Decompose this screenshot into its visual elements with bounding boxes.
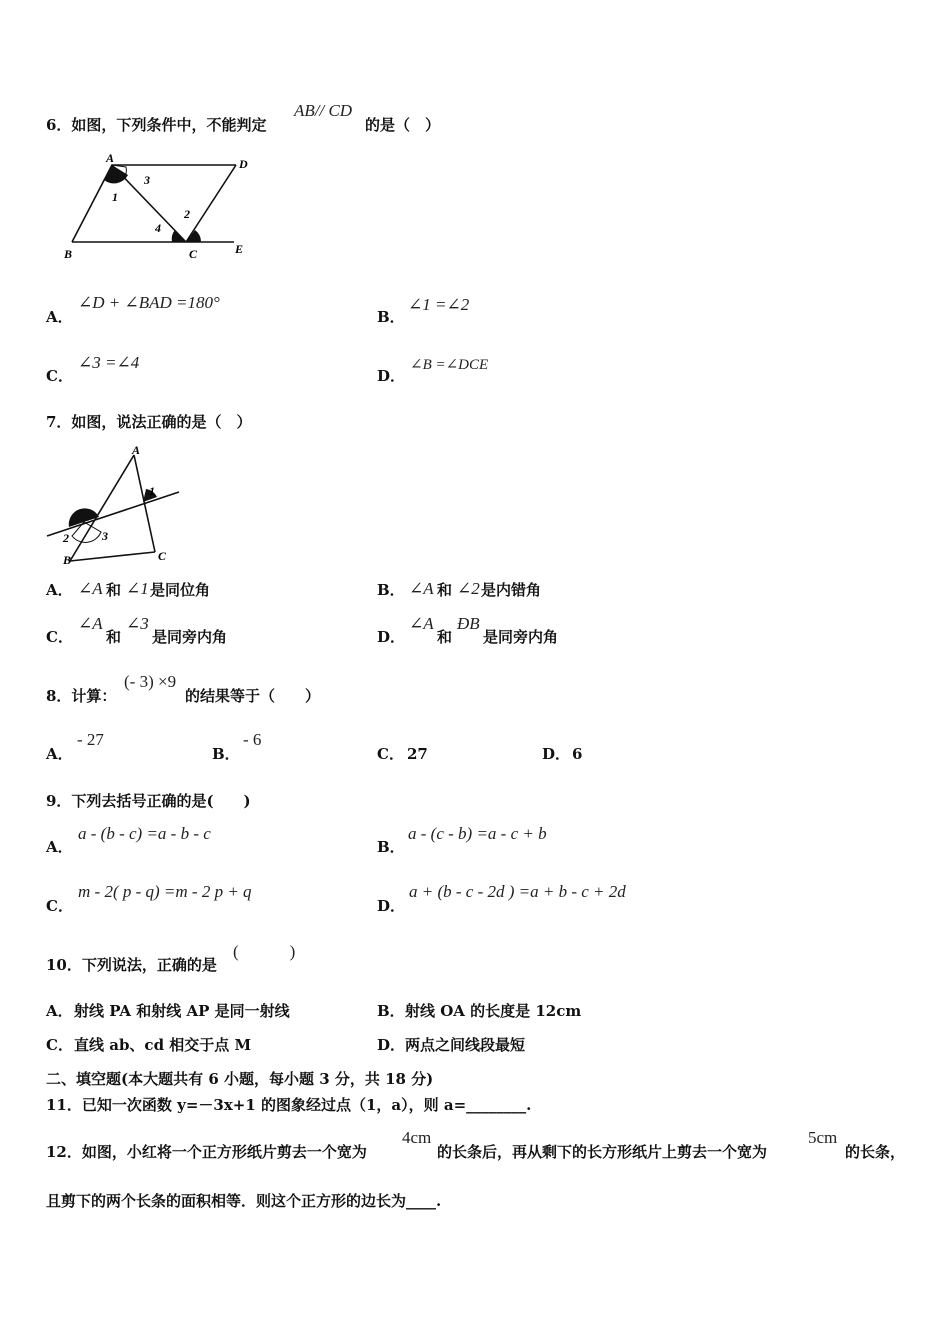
q9-stem: 9．下列去括号正确的是( ) — [46, 792, 251, 810]
q7-option-d-letter: D． — [377, 628, 406, 646]
q8-option-a-value: - 27 — [77, 730, 104, 749]
q7-option-d-math1: ∠A — [409, 614, 434, 633]
q6-label-1: 1 — [112, 190, 118, 204]
q6-option-a-letter: A． — [46, 308, 73, 326]
q6-option-b-letter: B． — [377, 308, 405, 326]
q10-paren: ( ) — [233, 942, 296, 961]
q7-triangle-figure — [44, 443, 184, 568]
q7-label-3: 3 — [102, 529, 108, 543]
q9-option-d-math: a + (b - c - 2d ) =a + b - c + 2d — [409, 882, 626, 901]
q6-option-a-math: ∠D + ∠BAD =180° — [78, 293, 220, 312]
q9-option-b-math: a - (c - b) =a - c + b — [408, 824, 547, 843]
q6-option-b-math: ∠1 =∠2 — [408, 295, 470, 314]
q12-text-part1: 12．如图，小红将一个正方形纸片剪去一个宽为 — [46, 1143, 367, 1161]
q6-option-d-math: ∠B =∠DCE — [410, 357, 489, 373]
q6-option-c-math: ∠3 =∠4 — [78, 353, 140, 372]
q11-text: 11．已知一次函数 y=－3x+1 的图象经过点（1，a），则 a=________. — [46, 1096, 532, 1114]
q7-option-c-letter: C． — [46, 628, 73, 646]
q8-option-d-value: 6 — [572, 745, 583, 763]
q8-option-c-value: 27 — [407, 745, 428, 763]
q7-label-a: A — [132, 443, 141, 457]
q9-option-d-letter: D． — [377, 897, 406, 915]
q6-label-e: E — [235, 242, 244, 256]
section-heading: 二、填空题(本大题共有 6 小题，每小题 3 分，共 18 分) — [46, 1070, 434, 1088]
q7-option-b-math2: ∠2 — [457, 579, 480, 598]
q7-option-d-math2: ÐB — [457, 614, 480, 633]
q10-option-d-letter: D． — [377, 1036, 406, 1054]
q7-label-1: 1 — [149, 484, 155, 498]
q8-stem-tail: 的结果等于（ ） — [185, 687, 321, 705]
q6-label-d: D — [239, 157, 248, 171]
q7-option-b-tail: 是内错角 — [481, 581, 542, 599]
q12-text-line2: 且剪下的两个长条的面积相等．则这个正方形的边长为____. — [46, 1192, 442, 1210]
q7-option-c-tail: 是同旁内角 — [152, 628, 228, 646]
q10-option-b-text: 射线 OA 的长度是 12cm — [405, 1002, 582, 1020]
q12-width-2: 5cm — [808, 1128, 838, 1147]
q10-option-b-letter: B． — [377, 1002, 405, 1020]
q6-label-2: 2 — [184, 207, 190, 221]
q7-option-b-letter: B． — [377, 581, 405, 599]
q6-stem-text: 6．如图，下列条件中，不能判定 — [46, 116, 267, 134]
q12-text-part3: 的长条， — [845, 1143, 906, 1161]
q8-option-b-value: - 6 — [243, 730, 262, 749]
q9-option-b-letter: B． — [377, 838, 405, 856]
q10-option-a-text: 射线 PA 和射线 AP 是同一射线 — [74, 1002, 290, 1020]
q6-label-a: A — [106, 151, 115, 165]
q7-stem: 7．如图，说法正确的是（ ） — [46, 413, 252, 431]
q7-option-a-letter: A． — [46, 581, 73, 599]
q7-option-d-mid: 和 — [437, 628, 453, 646]
q7-option-b-math1: ∠A — [409, 579, 434, 598]
q7-option-a-math1: ∠A — [78, 579, 103, 598]
q8-option-d-letter: D． — [542, 745, 571, 763]
q6-label-c: C — [189, 247, 198, 261]
q8-option-c-letter: C． — [377, 745, 404, 763]
q6-label-b: B — [64, 247, 73, 261]
q12-text-part2: 的长条后，再从剩下的长方形纸片上剪去一个宽为 — [437, 1143, 768, 1161]
q7-option-c-mid: 和 — [106, 628, 122, 646]
q7-option-a-tail: 是同位角 — [150, 581, 211, 599]
q7-option-c-math2: ∠3 — [126, 614, 149, 633]
q10-option-c-letter: C． — [46, 1036, 73, 1054]
q9-option-c-math: m - 2( p - q) =m - 2 p + q — [78, 882, 252, 901]
q7-label-2: 2 — [63, 531, 69, 545]
q8-option-a-letter: A． — [46, 745, 73, 763]
q10-option-c-text: 直线 ab、cd 相交于点 M — [74, 1036, 252, 1054]
q6-option-d-letter: D． — [377, 367, 406, 385]
q6-label-4: 4 — [155, 221, 161, 235]
q7-option-b-mid: 和 — [437, 581, 453, 599]
q6-stem-math: AB// CD — [294, 101, 353, 120]
q9-option-a-letter: A． — [46, 838, 73, 856]
q10-stem: 10．下列说法，正确的是 — [46, 956, 217, 974]
q6-option-c-letter: C． — [46, 367, 73, 385]
q7-label-b: B — [63, 553, 72, 567]
q10-option-a-letter: A． — [46, 1002, 73, 1020]
q6-label-3: 3 — [144, 173, 150, 187]
q7-label-c: C — [158, 549, 167, 563]
q12-width-1: 4cm — [402, 1128, 432, 1147]
q9-option-c-letter: C． — [46, 897, 73, 915]
q7-option-d-tail: 是同旁内角 — [483, 628, 559, 646]
q6-parallelogram-figure — [58, 150, 268, 265]
q7-option-c-math1: ∠A — [78, 614, 103, 633]
q8-option-b-letter: B． — [212, 745, 240, 763]
q7-option-a-math2: ∠1 — [126, 579, 149, 598]
q8-stem-math: (- 3) ×9 — [124, 672, 177, 691]
q10-option-d-text: 两点之间线段最短 — [405, 1036, 526, 1054]
q9-option-a-math: a - (b - c) =a - b - c — [78, 824, 211, 843]
q7-option-a-mid: 和 — [106, 581, 122, 599]
q8-stem-text: 8．计算： — [46, 687, 117, 705]
q6-stem-tail: 的是（ ） — [365, 116, 441, 134]
